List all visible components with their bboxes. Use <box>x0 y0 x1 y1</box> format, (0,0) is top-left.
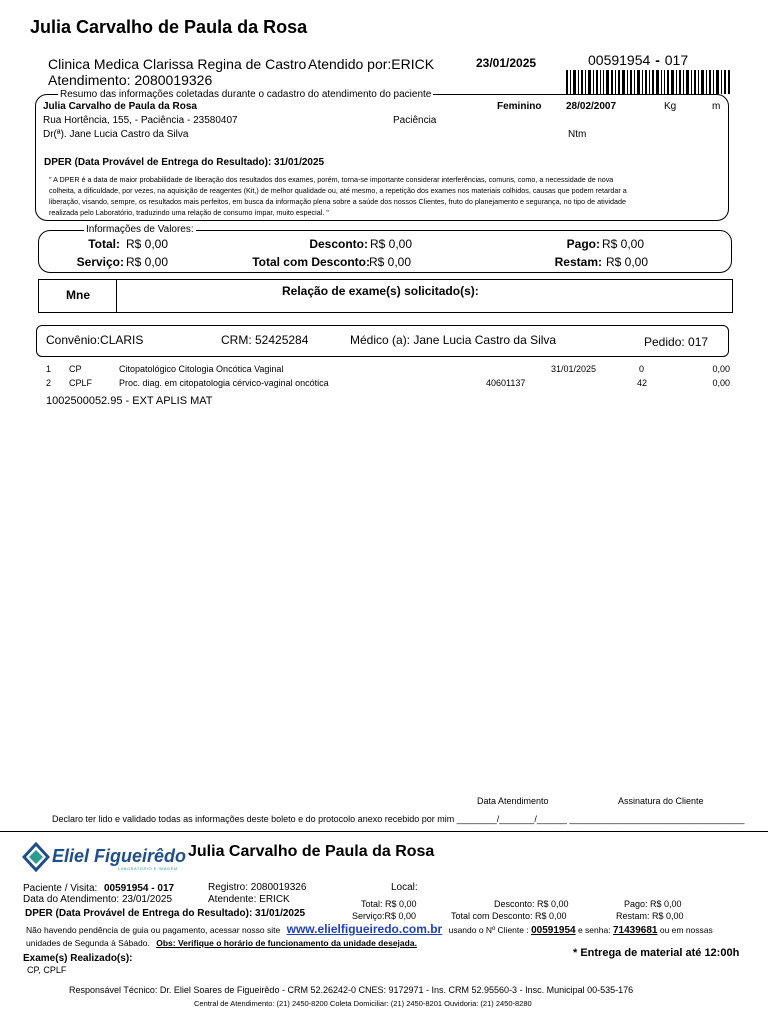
values-legend: Informações de Valores: <box>86 224 194 235</box>
signature-date-label: Data Atendimento <box>477 796 549 806</box>
footer-visit: 00591954 - 017 <box>104 883 175 894</box>
total-value: R$ 0,00 <box>126 237 169 251</box>
summary-sex: Feminino <box>497 101 542 112</box>
footer-exams-list: CP, CPLF <box>27 965 67 975</box>
lab-logo-icon <box>22 842 50 872</box>
footer-attendance-date: Data do Atendimento: 23/01/2025 <box>23 894 173 905</box>
footer-total: Total: R$ 0,00 <box>361 899 417 909</box>
barcode-number: 00591954 - 017 <box>588 52 689 68</box>
summary-legend: Resumo das informações coletadas durante o cadastro do atendimento do paciente <box>60 89 432 100</box>
footer-obs: Obs: Verifique o horário de funcionamento da unidade desejada. <box>156 938 417 948</box>
cut-line <box>0 831 768 832</box>
exams-header-title: Relação de exame(s) solicitado(s): <box>282 284 479 298</box>
footer-responsavel: Responsável Técnico: Dr. Eliel Soares de Figueirêdo - CRM 52.26242-0 CNES: 9172971 - Ins. CRM 52.95560-3 - Insc. Municipal 00-535-176 <box>69 985 634 995</box>
footer-site-line: Não havendo pendência de guia ou pagamento, acessar nosso site www.elielfigueiredo.com.br usando o Nº Cliente : 00591954 e senha: 71439681 ou em nossas <box>26 922 713 936</box>
exams-header-divider <box>116 279 117 313</box>
summary-patient-name: Julia Carvalho de Paula da Rosa <box>43 101 197 112</box>
attended-by: Atendido por:ERICK <box>308 56 435 72</box>
header-date: 23/01/2025 <box>476 56 537 70</box>
convenio: Convênio:CLARIS <box>46 333 144 347</box>
delivery-note: * Entrega de material até 12:00h <box>573 947 740 959</box>
summary-height-unit: m <box>712 101 721 112</box>
total-desconto-label: Total com Desconto: <box>252 255 370 269</box>
desconto-value: R$ 0,00 <box>370 237 413 251</box>
site-link[interactable]: www.elielfigueiredo.com.br <box>286 922 443 936</box>
total-desconto-value: R$ 0,00 <box>369 255 412 269</box>
footer-total-desconto: Total com Desconto: R$ 0,00 <box>451 911 567 921</box>
client-number: 00591954 <box>531 925 576 936</box>
footer-dper: DPER (Data Provável de Entrega do Resultado): 31/01/2025 <box>25 908 306 919</box>
total-label: Total: <box>88 237 120 251</box>
footer-exams-label: Exame(s) Realizado(s): <box>23 953 133 964</box>
pedido: Pedido: 017 <box>644 335 709 349</box>
crm: CRM: 52425284 <box>221 333 309 347</box>
material-line: 1002500052.95 - EXT APLIS MAT <box>46 395 213 407</box>
summary-doctor: Dr(ª). Jane Lucia Castro da Silva <box>43 129 189 140</box>
medico: Médico (a): Jane Lucia Castro da Silva <box>350 333 557 347</box>
restam-value: R$ 0,00 <box>606 255 649 269</box>
servico-value: R$ 0,00 <box>126 255 169 269</box>
footer-visit-label: Paciente / Visita: <box>23 883 98 894</box>
lab-logo-subtitle: LABORATÓRIO E IMAGEM <box>118 866 178 871</box>
page-title: Julia Carvalho de Paula da Rosa <box>30 17 308 37</box>
client-password: 71439681 <box>612 925 658 936</box>
footer-patient-name: Julia Carvalho de Paula da Rosa <box>188 843 435 860</box>
footer-units-line: unidades de Segunda à Sábado. Obs: Verifique o horário de funcionamento da unidade desejada. <box>26 938 417 948</box>
summary-district: Paciência <box>393 115 437 126</box>
desconto-label: Desconto: <box>309 237 368 251</box>
footer-restam: Restam: R$ 0,00 <box>616 911 684 921</box>
servico-label: Serviço: <box>76 255 124 269</box>
footer-desconto: Desconto: R$ 0,00 <box>494 899 569 909</box>
summary-ntm: Ntm <box>568 129 587 140</box>
summary-weight-unit: Kg <box>664 101 677 112</box>
pago-value: R$ 0,00 <box>602 237 645 251</box>
footer-pago: Pago: R$ 0,00 <box>624 899 682 909</box>
dper-disclaimer: " A DPER é a data de maior probabilidade de liberação dos resultados dos exames, porém, torna-se importante considerar interferências, comuns, como, a necessidade de nova colheita, a dificuldade, por vezes, na aquisição de reagentes (Kit,) de melhor qualidade ou, até mesmo, a repetição dos exames nos materiais colhidos, causas que podem retardar a liberação, visando, sempre, os resultados mais perfeitos, em busca da informação plena sobre a saúde dos nossos Clientes, fruto do planejamento e segurança, no tipo de atividade realizada pelo Laboratório, traduzindo uma relação de consumo ímpar, muito especial. " <box>49 175 627 217</box>
footer-contacts: Central de Atendimento: (21) 2450-8200 Coleta Domiciliar: (21) 2450-8201 Ouvidoria: (21) 2450-8280 <box>194 999 532 1008</box>
summary-birth-date: 28/02/2007 <box>566 101 617 112</box>
clinic-name: Clinica Medica Clarissa Regina de Castro <box>48 56 307 72</box>
footer-attendant: Atendente: ERICK <box>208 894 290 905</box>
declaration: Declaro ter lido e validado todas as informações deste boleto e do protocolo anexo recebido por mim ________/_______/______ ___________________________________ <box>52 814 745 824</box>
footer-registro: Registro: 2080019326 <box>208 882 307 893</box>
signature-client-label: Assinatura do Cliente <box>618 796 704 806</box>
restam-label: Restam: <box>554 255 602 269</box>
mne-header: Mne <box>66 288 90 302</box>
barcode-image <box>566 70 730 94</box>
attendance-number: Atendimento: 2080019326 <box>48 72 213 88</box>
footer-servico: Serviço:R$ 0,00 <box>352 911 417 921</box>
summary-address: Rua Hortência, 155, - Paciência - 23580407 <box>43 115 238 126</box>
pago-label: Pago: <box>566 237 600 251</box>
lab-logo-text: Eliel Figueirêdo <box>52 846 187 866</box>
footer-local: Local: <box>391 882 418 893</box>
summary-dper: DPER (Data Provável de Entrega do Resultado): 31/01/2025 <box>44 157 325 168</box>
